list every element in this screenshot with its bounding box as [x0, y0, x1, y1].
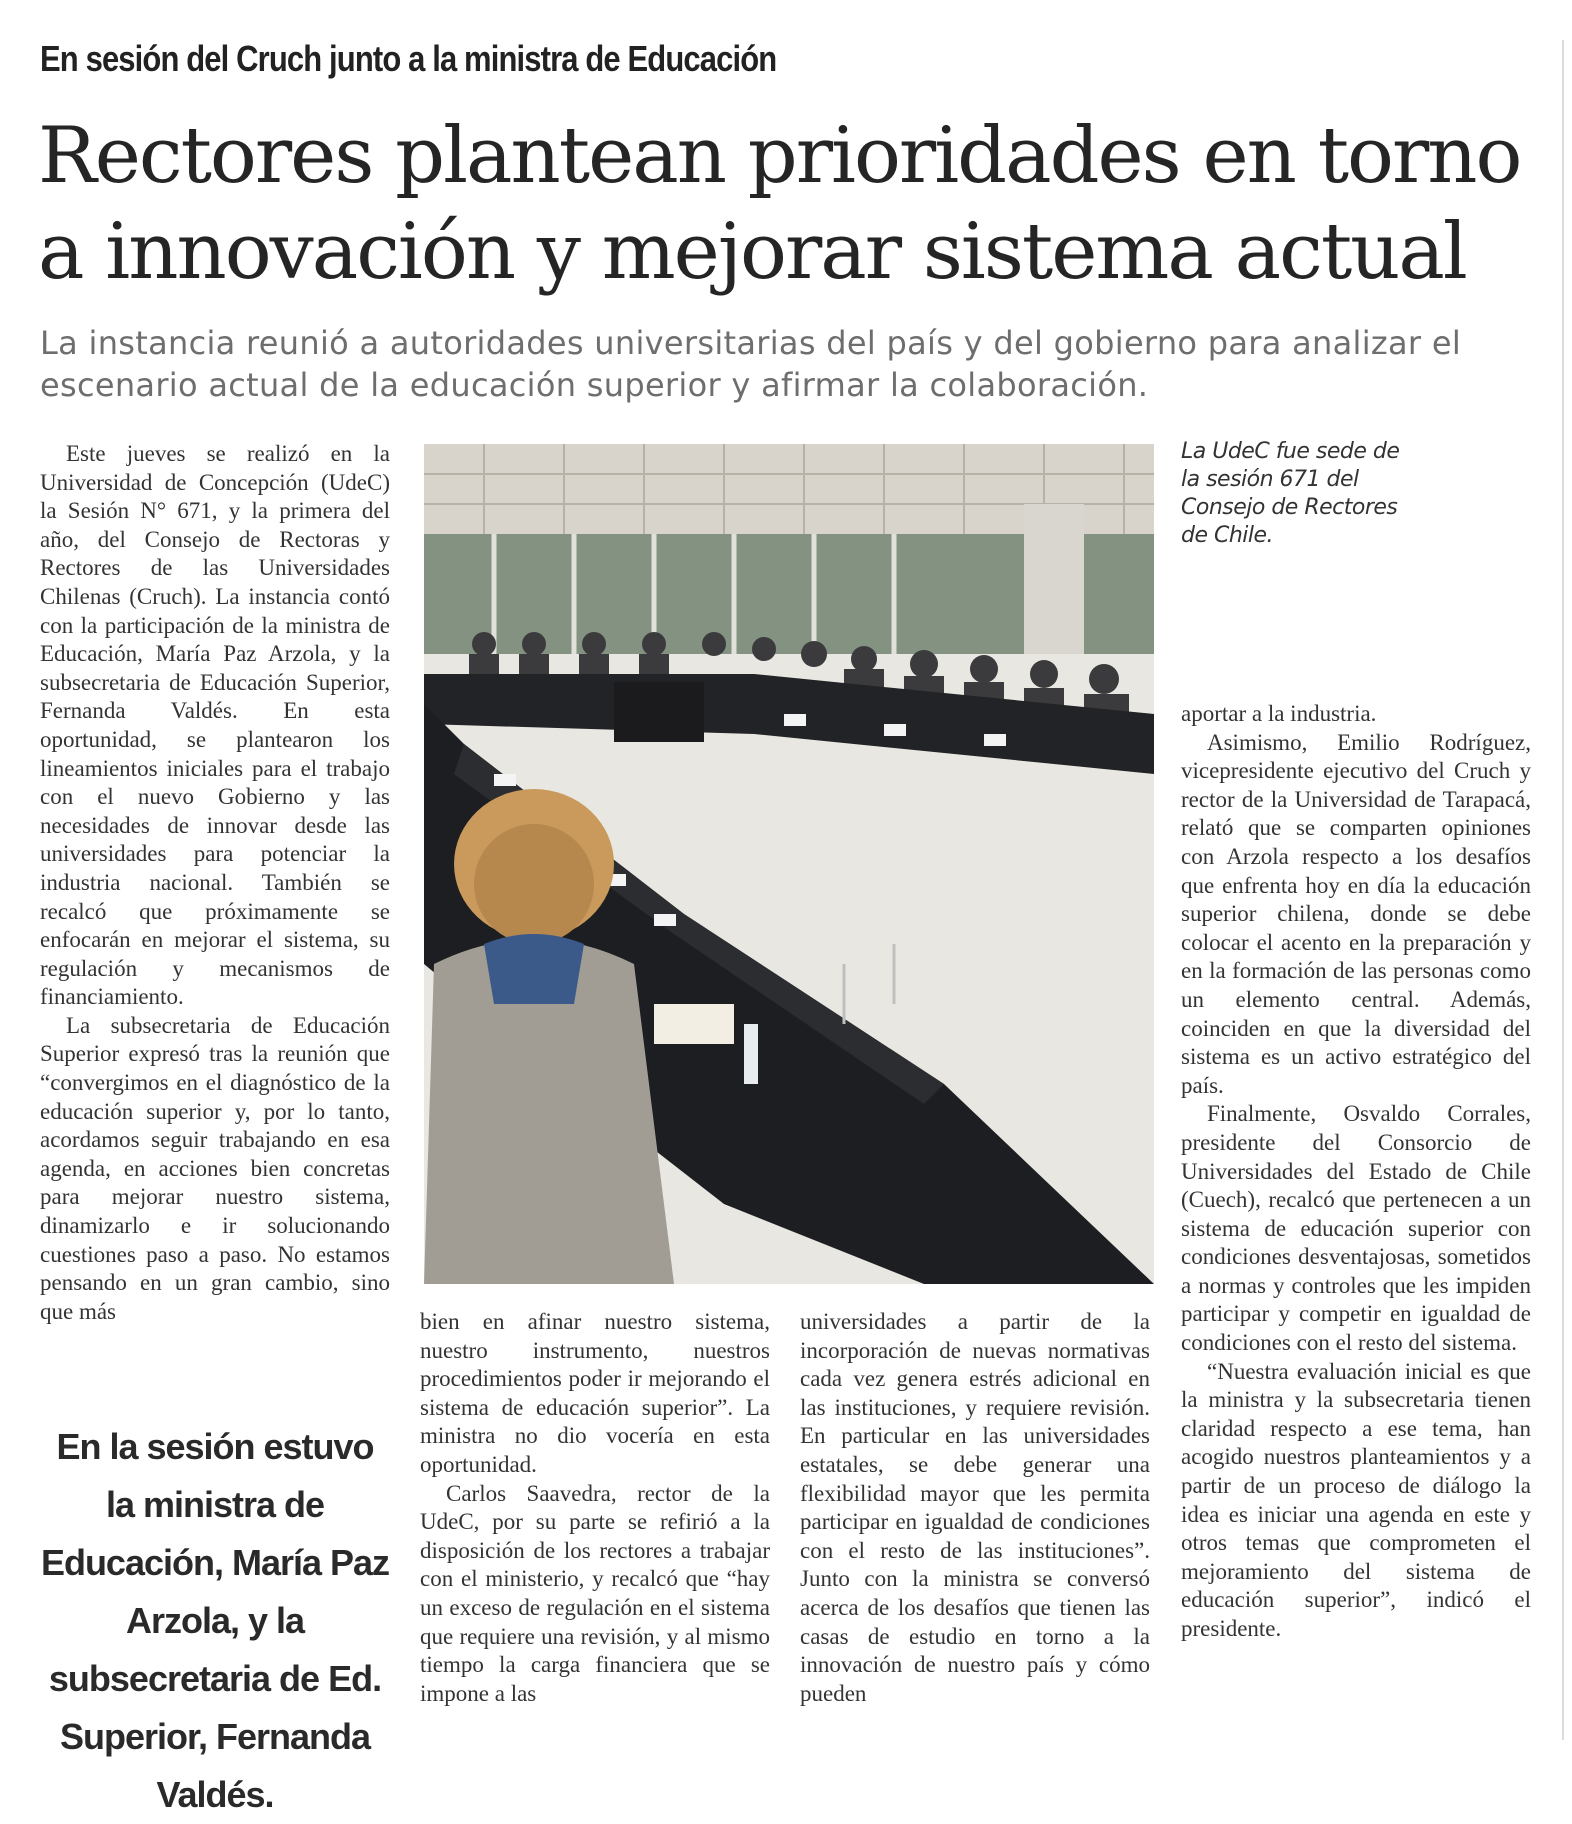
- article-headline: Rectores plantean prioridades en torno a innovación y mejorar sistema actual: [38, 111, 1521, 297]
- body-column-1: [40, 440, 390, 1326]
- pull-quote: En la sesión estuvo la ministra de Educación, María Paz Arzola, y la subsecretaria de Ed. Superior, Fernanda Valdés.: [40, 1426, 390, 1815]
- photo-caption: La UdeC fue sede de la sesión 671 del Consejo de Rectores de Chile.: [1181, 439, 1400, 548]
- paragraph: Este jueves se realizó en la Universidad de Concepción (UdeC) la Sesión N° 671, y la primera del año, del Consejo de Rectoras y Rectores de las Universidades Chilenas (Cruch). La instancia contó con la participación de la ministra de Educación, María Paz Arzola, y la subsecretaria de Educación Superior, Fernanda Valdés. En esta oportunidad, se plantearon los lineamientos iniciales para el trabajo con el nuevo Gobierno y las necesidades de innovar desde las universidades para potenciar la industria nacional. También se recalcó que próximamente se enfocarán en mejorar el sistema, su regulación y mecanismos de financiamiento.: [40, 441, 390, 1010]
- body-column-4: [1181, 700, 1531, 1644]
- paragraph: Carlos Saavedra, rector de la UdeC, por su parte se refirió a la disposición de los rectores a trabajar con el ministerio, y recalcó que “hay un exceso de regulación en el sistema que requiere una revisión, y al mismo tiempo la carga financiera que se impone a las: [420, 1480, 770, 1706]
- article-kicker: En sesión del Cruch junto a la ministra de Educación: [40, 38, 777, 79]
- paragraph: universidades a partir de la incorporación de nuevas normativas cada vez genera estrés adicional en las instituciones, y requiere revisión. En particular en las universidades estatales, se debe generar una flexibilidad mayor que les permita participar en igualdad de condiciones con el resto de las instituciones”. Junto con la ministra se conversó acerca de los desafíos que tienen las casas de estudio en torno a la innovación de nuestro país y cómo pueden: [800, 1309, 1150, 1706]
- body-column-2: [420, 1308, 770, 1708]
- article-deck: La instancia reunió a autoridades universitarias del país y del gobierno para analizar el escenario actual de la educación superior y afirmar la colaboración.: [40, 324, 1462, 404]
- paragraph: bien en afinar nuestro sistema, nuestro instrumento, nuestros procedimientos poder ir mejorando el sistema de educación superior”. La ministra no dio vocería en esta oportunidad.: [420, 1309, 770, 1477]
- paragraph: aportar a la industria.: [1181, 701, 1377, 726]
- meeting-photo-illustration: [424, 444, 1154, 1284]
- page-edge-rule: [1562, 40, 1564, 1740]
- meeting-photo: [424, 444, 1154, 1284]
- paragraph: Asimismo, Emilio Rodríguez, vicepresidente ejecutivo del Cruch y rector de la Universidad de Tarapacá, relató que se comparten opiniones con Arzola respecto a los desafíos que enfrenta hoy en día la educación superior chilena, donde se debe colocar el acento en la preparación y en la formación de las personas como un elemento central. Además, coinciden en que la diversidad del sistema es un activo estratégico del país.: [1181, 729, 1531, 1098]
- paragraph: Finalmente, Osvaldo Corrales, presidente del Consorcio de Universidades del Estado de Chile (Cuech), recalcó que pertenecen a un sistema de educación superior con condiciones desventajosas, sometidos a normas y controles que les impiden participar y competir en igualdad de condiciones con el resto del sistema.: [1181, 1101, 1531, 1356]
- paragraph: “Nuestra evaluación inicial es que la ministra y la subsecretaria tienen claridad respecto a ese tema, han acogido nuestros planteamientos y a partir de un proceso de diálogo la idea es iniciar una agenda en este y otros temas que comprometen el mejoramiento del sistema de educación superior”, indicó el presidente.: [1181, 1358, 1531, 1641]
- paragraph: La subsecretaria de Educación Superior expresó tras la reunión que “convergimos en el diagnóstico de la educación superior y, por lo tanto, acordamos seguir trabajando en esa agenda, en acciones bien concretas para mejorar nuestro sistema, dinamizarlo e ir solucionando cuestiones paso a paso. No estamos pensando en un gran cambio, sino que más: [40, 1012, 390, 1324]
- body-column-3: [800, 1308, 1150, 1708]
